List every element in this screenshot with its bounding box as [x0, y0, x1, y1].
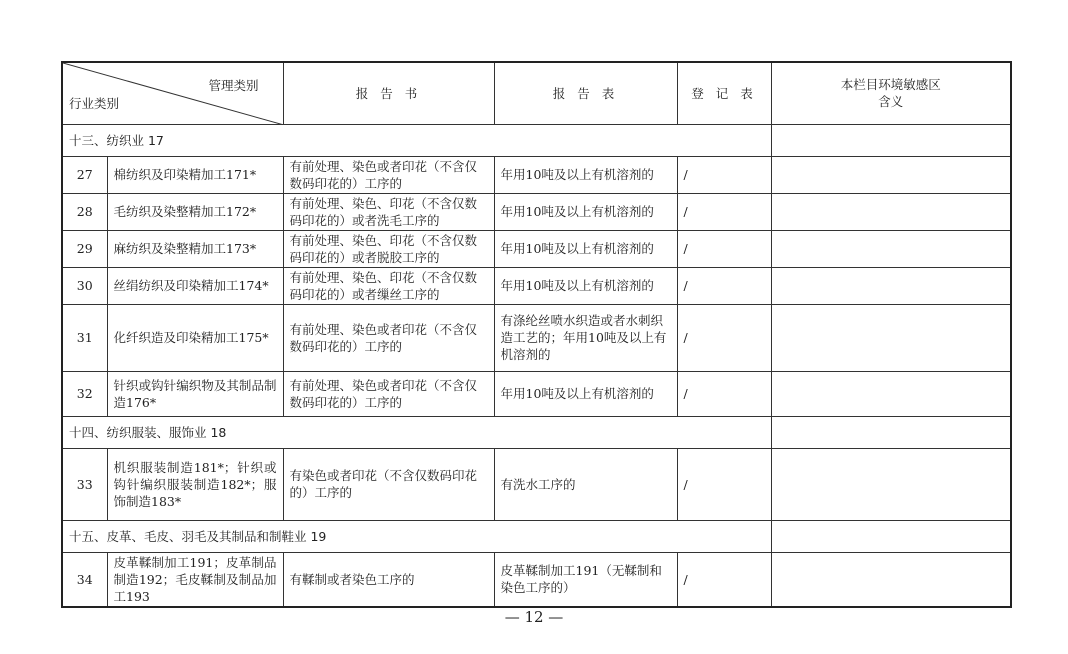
- industry-cell: 皮革鞣制加工191；皮革制品制造192；毛皮鞣制及制品加工193: [107, 552, 283, 607]
- section-title: 十三、纺织业 17: [62, 124, 771, 156]
- row-number: 27: [62, 156, 107, 193]
- section-row: [62, 416, 1011, 448]
- sensitive-area-header-line1: 本栏目环境敏感区: [840, 77, 941, 93]
- table-row: [62, 267, 1011, 304]
- industry-cell: 机织服装制造181*；针织或钩针编织服装制造182*；服饰制造183*: [107, 448, 283, 520]
- report-book-cell: 有前处理、染色、印花（不含仅数码印花的）或者缫丝工序的: [283, 267, 494, 304]
- management-category-label: 管理类别: [208, 78, 259, 93]
- industry-cell: 毛纺织及染整精加工172*: [107, 193, 283, 230]
- sensitive-area-cell: [771, 552, 1011, 607]
- table-header-row: [62, 62, 1011, 124]
- report-book-cell: 有前处理、染色或者印花（不含仅数码印花的）工序的: [283, 156, 494, 193]
- sensitive-area-cell: [771, 304, 1011, 371]
- section-row: [62, 124, 1011, 156]
- section-empty-cell: [771, 520, 1011, 552]
- report-book-cell: 有前处理、染色、印花（不含仅数码印花的）或者脱胶工序的: [283, 230, 494, 267]
- register-form-cell: /: [677, 230, 771, 267]
- industry-cell: 丝绢纺织及印染精加工174*: [107, 267, 283, 304]
- table-row: [62, 230, 1011, 267]
- report-form-cell: 皮革鞣制加工191（无鞣制和染色工序的）: [494, 552, 677, 607]
- register-form-cell: /: [677, 193, 771, 230]
- report-form-cell: 有涤纶丝喷水织造或者水刺织造工艺的；年用10吨及以上有机溶剂的: [494, 304, 677, 371]
- section-title: 十四、纺织服装、服饰业 18: [62, 416, 771, 448]
- table-row: [62, 304, 1011, 371]
- sensitive-area-cell: [771, 371, 1011, 416]
- sensitive-area-header-line2: 含义: [878, 94, 904, 110]
- sensitive-area-cell: [771, 267, 1011, 304]
- industry-category-label: 行业类别: [69, 96, 120, 111]
- report-form-header: 报 告 表: [494, 62, 677, 124]
- report-book-cell: 有前处理、染色或者印花（不含仅数码印花的）工序的: [283, 371, 494, 416]
- report-book-cell: 有染色或者印花（不含仅数码印花的）工序的: [283, 448, 494, 520]
- diagonal-header-cell: [62, 62, 283, 124]
- diagonal-line: [63, 63, 284, 125]
- row-number: 32: [62, 371, 107, 416]
- row-number: 29: [62, 230, 107, 267]
- row-number: 28: [62, 193, 107, 230]
- register-form-cell: /: [677, 267, 771, 304]
- table-row: [62, 448, 1011, 520]
- sensitive-area-cell: [771, 448, 1011, 520]
- report-form-cell: 年用10吨及以上有机溶剂的: [494, 230, 677, 267]
- register-form-cell: /: [677, 304, 771, 371]
- industry-cell: 针织或钩针编织物及其制品制造176*: [107, 371, 283, 416]
- section-empty-cell: [771, 124, 1011, 156]
- sensitive-area-header: [771, 62, 1011, 124]
- report-form-cell: 有洗水工序的: [494, 448, 677, 520]
- section-row: [62, 520, 1011, 552]
- register-form-cell: /: [677, 552, 771, 607]
- sensitive-area-cell: [771, 193, 1011, 230]
- report-book-cell: 有前处理、染色或者印花（不含仅数码印花的）工序的: [283, 304, 494, 371]
- industry-cell: 棉纺织及印染精加工171*: [107, 156, 283, 193]
- section-empty-cell: [771, 416, 1011, 448]
- sensitive-area-cell: [771, 156, 1011, 193]
- report-form-cell: 年用10吨及以上有机溶剂的: [494, 371, 677, 416]
- page-number: — 12 —: [504, 608, 564, 626]
- table-row: [62, 552, 1011, 607]
- report-book-header: 报 告 书: [283, 62, 494, 124]
- register-form-cell: /: [677, 156, 771, 193]
- report-form-cell: 年用10吨及以上有机溶剂的: [494, 193, 677, 230]
- row-number: 30: [62, 267, 107, 304]
- report-book-cell: 有前处理、染色、印花（不含仅数码印花的）或者洗毛工序的: [283, 193, 494, 230]
- row-number: 34: [62, 552, 107, 607]
- table-row: [62, 371, 1011, 416]
- row-number: 33: [62, 448, 107, 520]
- table-row: [62, 193, 1011, 230]
- row-number: 31: [62, 304, 107, 371]
- register-form-cell: /: [677, 448, 771, 520]
- industry-cell: 化纤织造及印染精加工175*: [107, 304, 283, 371]
- industry-classification-table: [61, 61, 1012, 608]
- register-form-cell: /: [677, 371, 771, 416]
- report-form-cell: 年用10吨及以上有机溶剂的: [494, 267, 677, 304]
- table-row: [62, 156, 1011, 193]
- report-book-cell: 有鞣制或者染色工序的: [283, 552, 494, 607]
- report-form-cell: 年用10吨及以上有机溶剂的: [494, 156, 677, 193]
- industry-cell: 麻纺织及染整精加工173*: [107, 230, 283, 267]
- register-form-header: 登 记 表: [677, 62, 771, 124]
- section-title: 十五、皮革、毛皮、羽毛及其制品和制鞋业 19: [62, 520, 771, 552]
- sensitive-area-cell: [771, 230, 1011, 267]
